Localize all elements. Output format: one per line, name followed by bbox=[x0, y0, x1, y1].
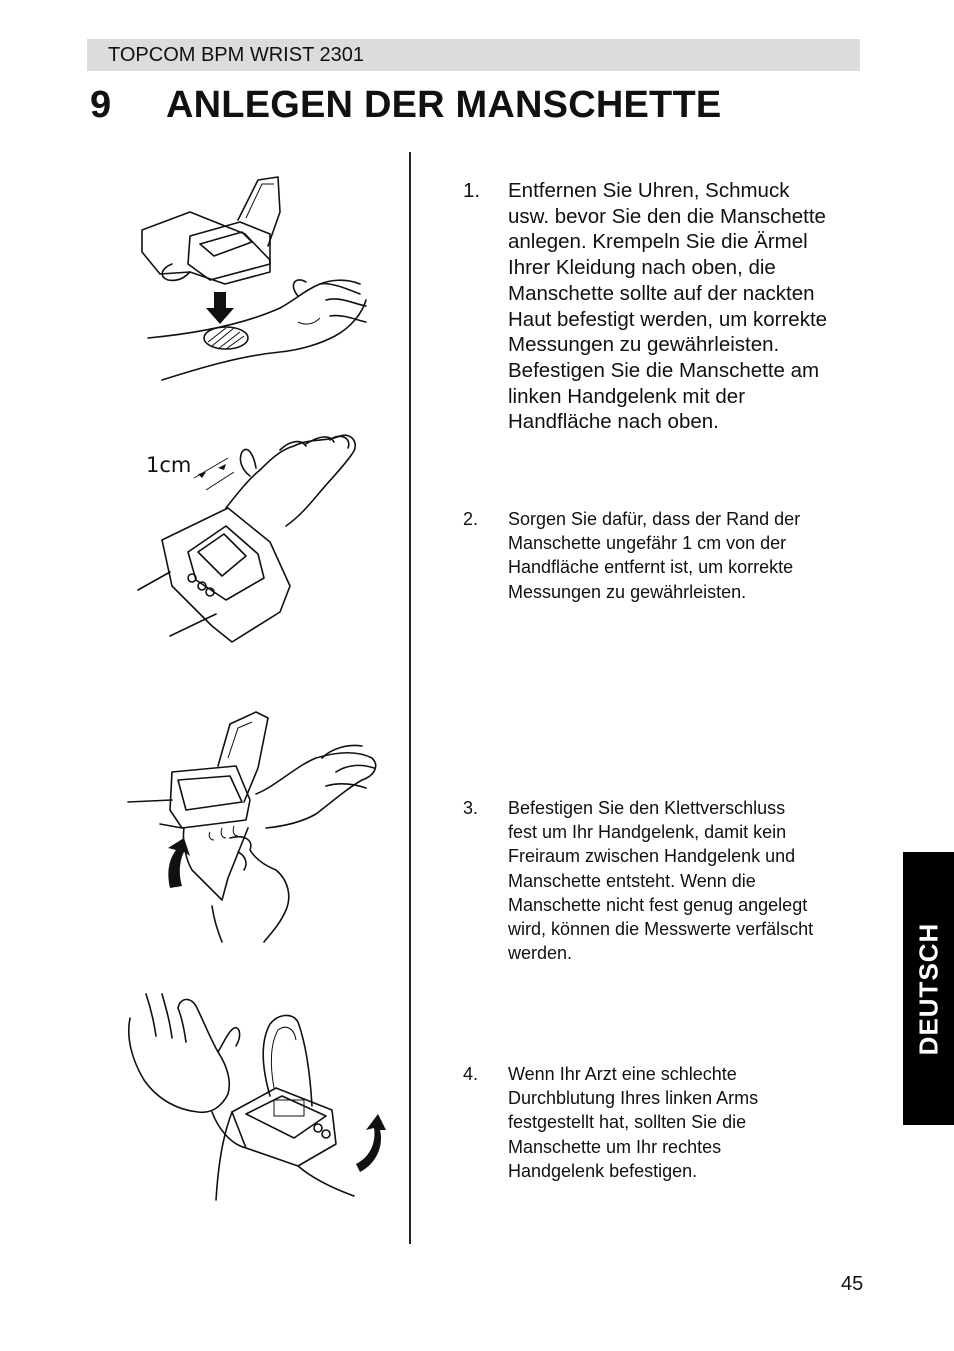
column-divider bbox=[409, 152, 411, 1244]
step-number: 1. bbox=[463, 179, 481, 202]
step-number: 2. bbox=[463, 509, 479, 529]
language-label: DEUTSCH bbox=[913, 922, 943, 1055]
step-2 bbox=[463, 507, 863, 604]
illustration-fasten-velcro bbox=[126, 710, 381, 945]
step-number: 4. bbox=[463, 1064, 479, 1084]
distance-label: 1cm bbox=[146, 453, 192, 477]
section-title: ANLEGEN DER MANSCHETTE bbox=[166, 84, 722, 126]
illustration-remove-jewelry bbox=[130, 172, 380, 387]
step-text: Sorgen Sie dafür, dass der Rand der Manschette ungefähr 1 cm von der Handfläche entfernt ist, um korrekte Messungen zu gewährleisten. bbox=[508, 509, 801, 602]
illustration-1cm-distance bbox=[130, 430, 380, 650]
header-bar bbox=[87, 39, 860, 71]
step-text: Entfernen Sie Uhren, Schmuck usw. bevor Sie den die Manschette anlegen. Krempeln Sie die Ärmel Ihrer Kleidung nach oben, die Manschette sollte auf der nackten Haut befestigt werden, um korrekte Messungen zu gewährleisten. Befestigen Sie die Manschette am linken Handgelenk mit der Handfläche nach oben. bbox=[508, 179, 828, 434]
product-name: TOPCOM BPM WRIST 2301 bbox=[108, 44, 364, 66]
step-text: Befestigen Sie den Klettverschluss fest um Ihr Handgelenk, damit kein Freiraum zwischen Handgelenk und Manschette entsteht. Wenn die Manschette nicht fest genug angelegt wird, können die Messwerte verfälscht werden. bbox=[508, 798, 814, 964]
section-number: 9 bbox=[90, 84, 112, 126]
step-number: 3. bbox=[463, 798, 479, 818]
step-1 bbox=[463, 178, 863, 435]
illustration-right-wrist bbox=[122, 988, 392, 1208]
step-4 bbox=[463, 1062, 863, 1183]
step-3 bbox=[463, 796, 863, 965]
language-tab bbox=[903, 852, 954, 1125]
page-number: 45 bbox=[841, 1273, 864, 1295]
page-title bbox=[90, 84, 721, 127]
step-text: Wenn Ihr Arzt eine schlechte Durchblutung Ihres linken Arms festgestellt hat, sollten Sie die Manschette um Ihr rechtes Handgelenk befestigen. bbox=[508, 1064, 759, 1181]
